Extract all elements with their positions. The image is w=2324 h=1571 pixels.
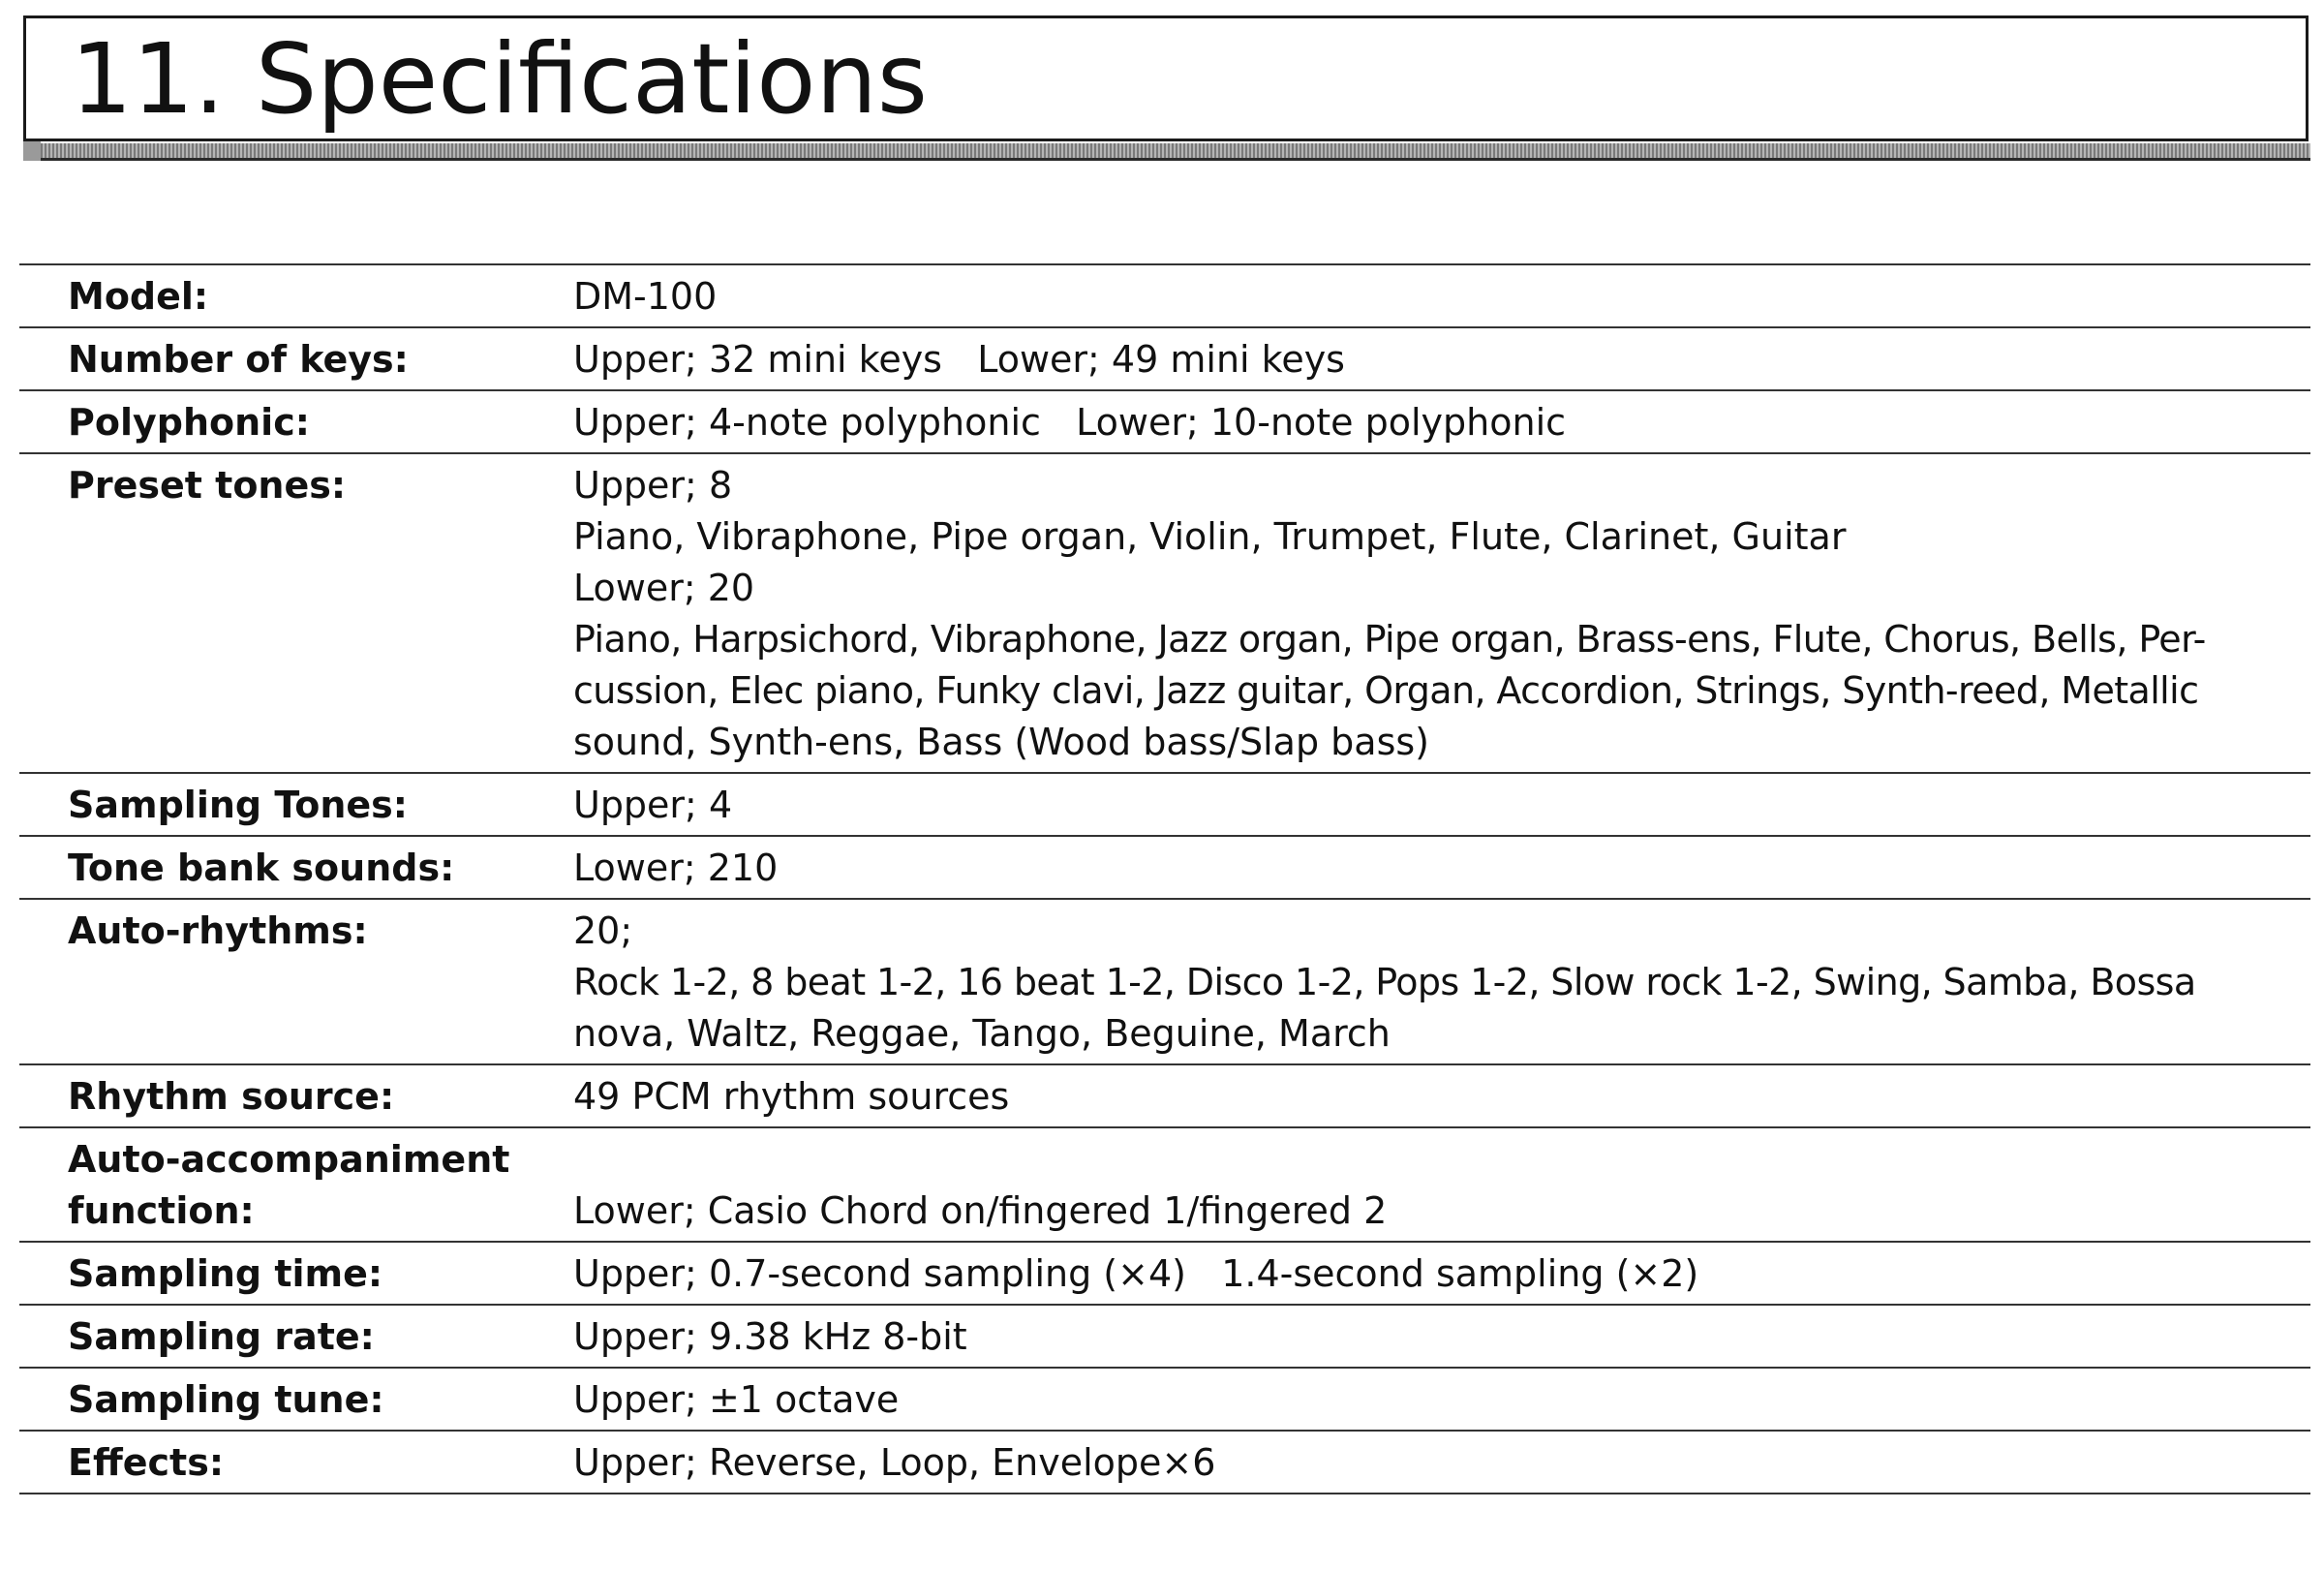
title-shadow-side: [23, 141, 41, 161]
spec-row-preset-tones: [19, 453, 2310, 773]
spec-value-line: Piano, Vibraphone, Pipe organ, Violin, Trumpet, Flute, Clarinet, Guitar: [573, 515, 1847, 558]
spec-label: [19, 1127, 573, 1242]
spec-row-sampling-tones: [19, 773, 2310, 836]
spec-label: Tone bank sounds:: [68, 847, 455, 889]
title-shadow: [41, 143, 2310, 161]
page-title: 11. Specifications: [71, 22, 928, 136]
spec-label: Sampling time:: [68, 1252, 383, 1295]
spec-value: [573, 1431, 2310, 1494]
spec-value-line: Lower; 210: [573, 847, 779, 889]
spec-value-line: Upper; Reverse, Loop, Envelope×6: [573, 1441, 1216, 1484]
title-box: [23, 15, 2309, 141]
spec-row-sampling-tune: [19, 1368, 2310, 1431]
spec-value-line: Upper; ±1 octave: [573, 1378, 900, 1421]
spec-value-line: sound, Synth-ens, Bass (Wood bass/Slap bass): [573, 721, 1430, 763]
spec-value-line: DM-100: [573, 275, 718, 318]
spec-value: [573, 1368, 2310, 1431]
spec-value-line: Piano, Harpsichord, Vibraphone, Jazz organ, Pipe organ, Brass-ens, Flute, Chorus, Bells, Per-: [573, 618, 2206, 661]
spec-value-line: Upper; 9.38 kHz 8-bit: [573, 1315, 967, 1358]
spec-value: [573, 1064, 2310, 1127]
spec-value-line: Upper; 4-note polyphonic Lower; 10-note polyphonic: [573, 401, 1567, 444]
spec-row-number-of-keys: [19, 327, 2310, 390]
spec-value: [573, 453, 2310, 773]
spec-value-line: 20;: [573, 909, 633, 952]
spec-row-auto-rhythms: [19, 899, 2310, 1064]
spec-value-line: Rock 1-2, 8 beat 1-2, 16 beat 1-2, Disco 1-2, Pops 1-2, Slow rock 1-2, Swing, Samba, Bossa: [573, 961, 2196, 1003]
spec-value-line: cussion, Elec piano, Funky clavi, Jazz guitar, Organ, Accordion, Strings, Synth-reed, Metallic: [573, 669, 2199, 712]
spec-row-sampling-rate: [19, 1305, 2310, 1368]
spec-value: [573, 899, 2310, 1064]
spec-value-line: Lower; Casio Chord on/fingered 1/fingered 2: [573, 1189, 1388, 1232]
spec-label: Auto-rhythms:: [68, 909, 368, 952]
spec-value-line: Lower; 20: [573, 567, 755, 609]
spec-row-auto-accompaniment: [19, 1127, 2310, 1242]
spec-value-line: Upper; 8: [573, 464, 733, 507]
spec-value: [573, 1305, 2310, 1368]
spec-table: [19, 263, 2310, 1494]
spec-label: Sampling rate:: [68, 1315, 375, 1358]
spec-label: Sampling Tones:: [68, 784, 408, 826]
spec-label: Effects:: [68, 1441, 225, 1484]
spec-value: [573, 390, 2310, 453]
spec-label: Preset tones:: [68, 464, 347, 507]
spec-value: [573, 327, 2310, 390]
spec-label: Sampling tune:: [68, 1378, 384, 1421]
spec-label-line: Auto-accompaniment: [68, 1138, 510, 1181]
spec-label: Model:: [68, 275, 209, 318]
spec-label: Polyphonic:: [68, 401, 310, 444]
spec-value-line: Upper; 32 mini keys Lower; 49 mini keys: [573, 338, 1345, 381]
spec-label-line: function:: [68, 1189, 255, 1232]
spec-row-model: [19, 264, 2310, 327]
spec-value-line: Upper; 0.7-second sampling (×4) 1.4-second sampling (×2): [573, 1252, 1699, 1295]
spec-row-effects: [19, 1431, 2310, 1494]
spec-value: [573, 836, 2310, 899]
spec-value: [573, 773, 2310, 836]
spec-value: [573, 264, 2310, 327]
spec-row-sampling-time: [19, 1242, 2310, 1305]
spec-row-rhythm-source: [19, 1064, 2310, 1127]
spec-label: Number of keys:: [68, 338, 409, 381]
spec-value-line: Upper; 4: [573, 784, 733, 826]
spec-value-line: 49 PCM rhythm sources: [573, 1075, 1010, 1118]
spec-row-polyphonic: [19, 390, 2310, 453]
spec-row-tone-bank-sounds: [19, 836, 2310, 899]
spec-value-line: nova, Waltz, Reggae, Tango, Beguine, March: [573, 1012, 1391, 1055]
spec-value: [573, 1127, 2310, 1242]
spec-value: [573, 1242, 2310, 1305]
spec-label: Rhythm source:: [68, 1075, 395, 1118]
